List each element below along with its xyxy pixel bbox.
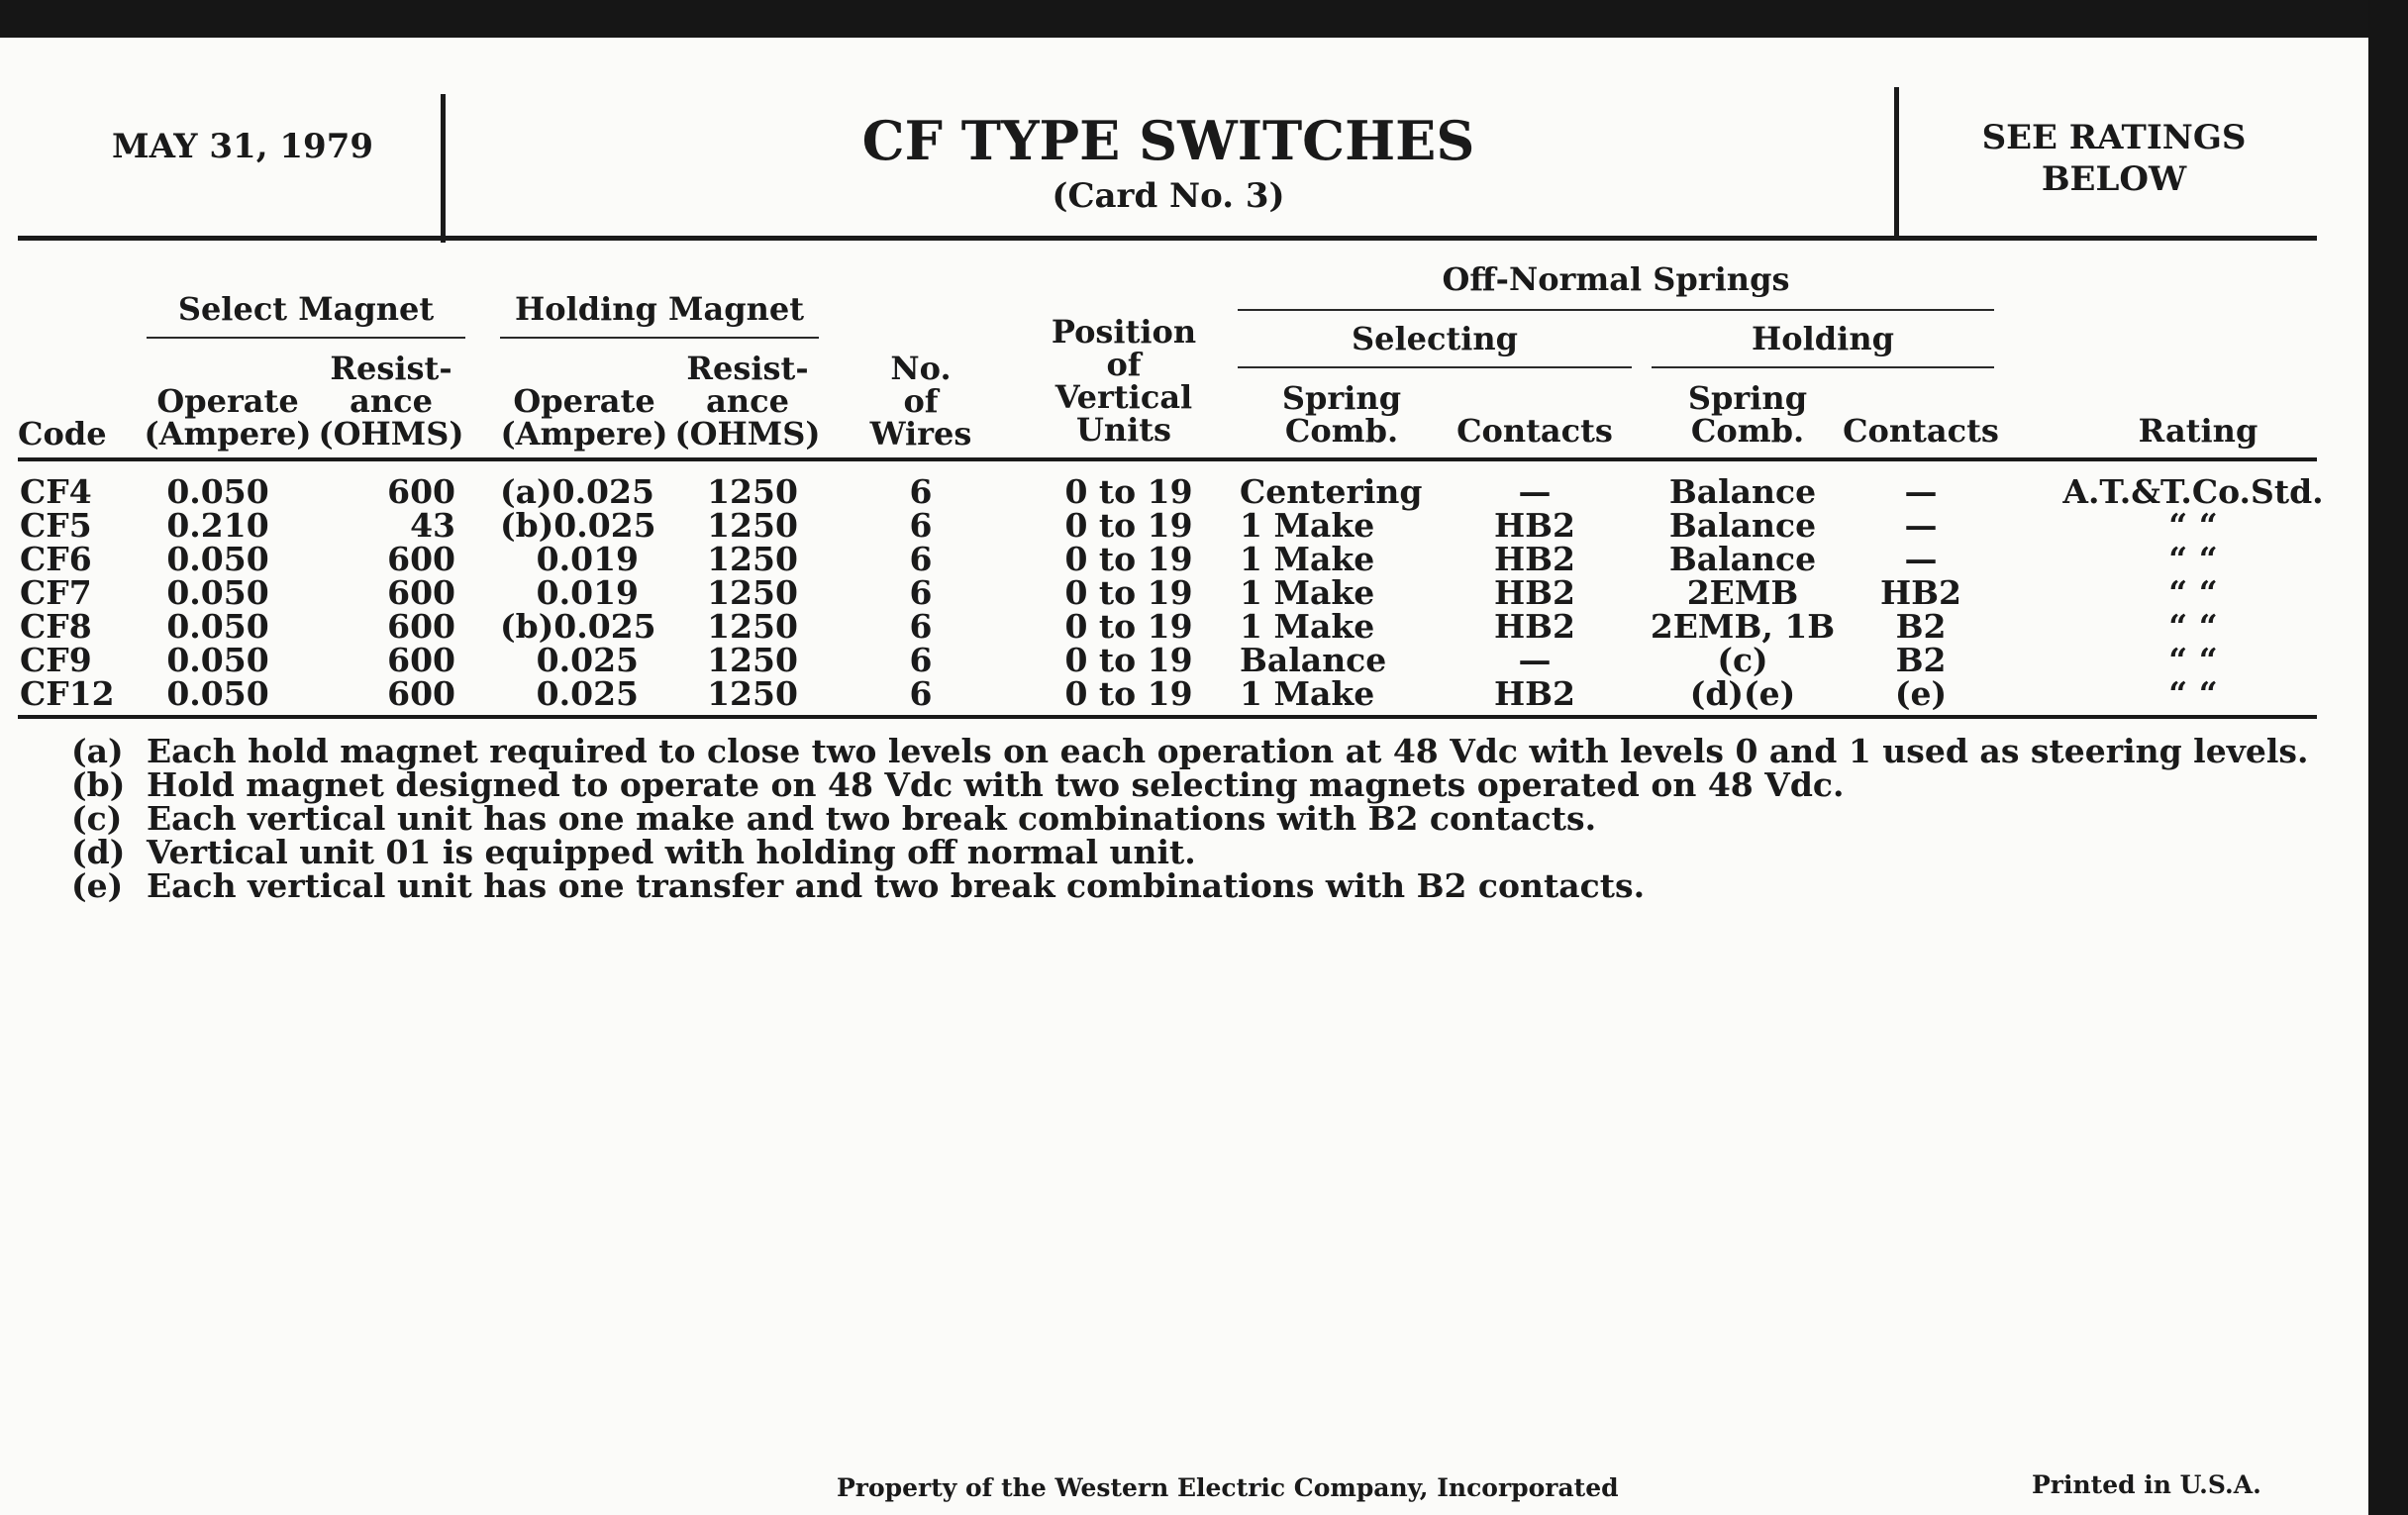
- col-position-l2: of: [1106, 346, 1142, 383]
- holding-header: Holding: [1752, 320, 1894, 357]
- cell-hold-operate: 0.019: [536, 573, 639, 612]
- cell-wires: 6: [909, 506, 933, 545]
- footer-property: Property of the Western Electric Company, Incorporated: [837, 1473, 1619, 1502]
- cell-select-resistance: 600: [387, 540, 455, 578]
- cell-rating: A.T.&T.Co.Std.: [2062, 472, 2324, 511]
- col-rating: Rating: [2138, 412, 2258, 450]
- cell-rating: “ “: [2168, 607, 2218, 646]
- col-hold-operate-l1: Operate: [513, 382, 655, 420]
- cell-code: CF4: [20, 472, 92, 511]
- cell-sel-contacts: —: [1518, 641, 1552, 679]
- cell-hold-spring: (c): [1717, 641, 1768, 679]
- cell-select-resistance: 600: [387, 674, 455, 713]
- header-rule: [18, 236, 2317, 241]
- col-hold-res-l1: Resist-: [686, 350, 809, 387]
- col-position-l3: Vertical: [1054, 378, 1193, 416]
- footnote-text: Each vertical unit has one make and two break combinations with B2 contacts.: [147, 799, 1597, 838]
- header-divider-right: [1894, 87, 1899, 238]
- cell-hold-operate: 0.025: [536, 674, 639, 713]
- cell-position: 0 to 19: [1064, 641, 1193, 679]
- cell-hold-contacts: —: [1904, 472, 1938, 511]
- cell-code: CF6: [20, 540, 92, 578]
- cell-sel-contacts: —: [1518, 472, 1552, 511]
- cell-hold-resistance: 1250: [707, 674, 798, 713]
- header-note-line2: BELOW: [2041, 159, 2187, 199]
- cell-hold-contacts: B2: [1895, 641, 1947, 679]
- table-row: [0, 674, 2368, 713]
- footnote: [71, 765, 1845, 804]
- table-row: [0, 607, 2368, 646]
- col-position: [1030, 313, 1218, 449]
- footnote: [71, 866, 1646, 905]
- footnote-mark: (c): [71, 799, 123, 838]
- cell-hold-spring: Balance: [1668, 540, 1817, 578]
- cell-hold-spring: Balance: [1668, 506, 1817, 545]
- cell-code: CF7: [20, 573, 92, 612]
- cell-sel-spring: 1 Make: [1240, 540, 1375, 578]
- cell-hold-operate: (a)0.025: [500, 472, 654, 511]
- cell-select-resistance: 600: [387, 472, 455, 511]
- footnote: [71, 799, 1597, 838]
- cell-code: CF5: [20, 506, 92, 545]
- footnote-mark: (d): [71, 833, 126, 871]
- cell-hold-contacts: B2: [1895, 607, 1947, 646]
- cell-select-resistance: 43: [410, 506, 455, 545]
- col-sel-spring-l2: Comb.: [1284, 412, 1399, 450]
- cell-hold-operate: (b)0.025: [500, 607, 656, 646]
- scan-border-top: [0, 0, 2368, 38]
- selecting-header: Selecting: [1351, 320, 1519, 357]
- cell-hold-contacts: —: [1904, 506, 1938, 545]
- off-normal-springs-header: Off-Normal Springs: [1442, 260, 1790, 298]
- table-bottom-rule: [18, 715, 2317, 719]
- table-row: [0, 641, 2368, 679]
- cell-select-operate: 0.050: [166, 641, 269, 679]
- cell-position: 0 to 19: [1064, 540, 1193, 578]
- col-wires-l3: Wires: [869, 415, 972, 453]
- cell-code: CF12: [20, 674, 115, 713]
- cell-wires: 6: [909, 472, 933, 511]
- cell-select-operate: 0.050: [166, 607, 269, 646]
- cell-rating: “ “: [2168, 506, 2218, 545]
- col-hold-res-l3: (OHMS): [674, 415, 821, 453]
- select-magnet-rule: [147, 337, 465, 339]
- footnote-mark: (e): [71, 866, 124, 905]
- col-hold-spring-l2: Comb.: [1690, 412, 1805, 450]
- footnote-text: Hold magnet designed to operate on 48 Vdc with two selecting magnets operated on 48 Vdc.: [147, 765, 1845, 804]
- cell-select-operate: 0.050: [166, 674, 269, 713]
- col-wires-l2: of: [903, 382, 939, 420]
- col-wires-l1: No.: [890, 350, 952, 387]
- footnote-mark: (a): [71, 732, 124, 770]
- col-position-l4: Units: [1075, 411, 1172, 449]
- cell-hold-resistance: 1250: [707, 472, 798, 511]
- footer-printed: Printed in U.S.A.: [2032, 1470, 2261, 1499]
- col-sel-spring: [1257, 379, 1426, 450]
- page-subtitle: (Card No. 3): [1052, 176, 1285, 216]
- cell-hold-operate: (b)0.025: [500, 506, 656, 545]
- cell-sel-spring: 1 Make: [1240, 674, 1375, 713]
- cell-position: 0 to 19: [1064, 472, 1193, 511]
- col-code: Code: [18, 415, 107, 453]
- page-title: CF TYPE SWITCHES: [861, 109, 1475, 172]
- cell-position: 0 to 19: [1064, 607, 1193, 646]
- footnote-text: Each hold magnet required to close two levels on each operation at 48 Vdc with levels 0 and 1 used as steering levels.: [147, 732, 2309, 770]
- col-sel-contacts: Contacts: [1456, 412, 1613, 450]
- cell-hold-spring: 2EMB: [1686, 573, 1799, 612]
- table-row: [0, 472, 2368, 511]
- col-select-operate-l1: Operate: [156, 382, 299, 420]
- cell-rating: “ “: [2168, 540, 2218, 578]
- cell-rating: “ “: [2168, 641, 2218, 679]
- footnote-text: Each vertical unit has one transfer and two break combinations with B2 contacts.: [147, 866, 1646, 905]
- col-hold-res-l2: ance: [706, 382, 789, 420]
- cell-hold-operate: 0.025: [536, 641, 639, 679]
- cell-sel-spring: 1 Make: [1240, 506, 1375, 545]
- select-magnet-header: Select Magnet: [177, 290, 435, 328]
- cell-code: CF8: [20, 607, 92, 646]
- cell-hold-resistance: 1250: [707, 607, 798, 646]
- cell-sel-spring: Balance: [1240, 641, 1387, 679]
- table-row: [0, 506, 2368, 545]
- cell-sel-spring: 1 Make: [1240, 573, 1375, 612]
- header-bottom-rule: [18, 457, 2317, 461]
- cell-select-operate: 0.210: [166, 506, 269, 545]
- cell-sel-contacts: HB2: [1493, 540, 1576, 578]
- footnote-text: Vertical unit 01 is equipped with holding off normal unit.: [147, 833, 1196, 871]
- cell-hold-spring: (d)(e): [1689, 674, 1796, 713]
- cell-hold-operate: 0.019: [536, 540, 639, 578]
- col-hold-resistance: [673, 350, 822, 453]
- cell-hold-resistance: 1250: [707, 573, 798, 612]
- cell-hold-contacts: —: [1904, 540, 1938, 578]
- header-date: MAY 31, 1979: [111, 127, 374, 166]
- cell-wires: 6: [909, 674, 933, 713]
- cell-hold-resistance: 1250: [707, 506, 798, 545]
- cell-sel-contacts: HB2: [1493, 674, 1576, 713]
- col-select-res-l1: Resist-: [330, 350, 452, 387]
- cell-sel-contacts: HB2: [1493, 506, 1576, 545]
- col-hold-spring: [1663, 379, 1832, 450]
- cell-select-operate: 0.050: [166, 540, 269, 578]
- col-select-resistance: [317, 350, 465, 453]
- header-note-line1: SEE RATINGS: [1981, 118, 2247, 157]
- cell-sel-contacts: HB2: [1493, 607, 1576, 646]
- off-normal-rule: [1238, 309, 1994, 311]
- col-hold-operate-l2: (Ampere): [500, 415, 668, 453]
- scan-border-right: [2368, 0, 2408, 1515]
- col-select-operate: [139, 382, 317, 453]
- header-note: [1931, 117, 2297, 200]
- cell-rating: “ “: [2168, 674, 2218, 713]
- col-hold-operate: [495, 382, 673, 453]
- col-select-res-l3: (OHMS): [318, 415, 464, 453]
- cell-sel-spring: 1 Make: [1240, 607, 1375, 646]
- table-row: [0, 540, 2368, 578]
- cell-rating: “ “: [2168, 573, 2218, 612]
- cell-position: 0 to 19: [1064, 506, 1193, 545]
- col-hold-contacts: Contacts: [1843, 412, 1999, 450]
- cell-select-operate: 0.050: [166, 573, 269, 612]
- selecting-rule: [1238, 366, 1632, 368]
- footnote: [71, 732, 2309, 770]
- cell-hold-spring: 2EMB, 1B: [1650, 607, 1836, 646]
- cell-select-resistance: 600: [387, 641, 455, 679]
- footnote: [71, 833, 1196, 871]
- cell-hold-contacts: (e): [1894, 674, 1948, 713]
- cell-sel-spring: Centering: [1240, 472, 1423, 511]
- cell-position: 0 to 19: [1064, 674, 1193, 713]
- col-hold-spring-l1: Spring: [1687, 379, 1808, 417]
- cell-hold-contacts: HB2: [1879, 573, 1962, 612]
- holding-rule: [1652, 366, 1994, 368]
- col-wires: [861, 350, 980, 453]
- cell-sel-contacts: HB2: [1493, 573, 1576, 612]
- cell-select-resistance: 600: [387, 607, 455, 646]
- col-select-operate-l2: (Ampere): [144, 415, 312, 453]
- holding-magnet-header: Holding Magnet: [515, 290, 804, 328]
- cell-wires: 6: [909, 607, 933, 646]
- cell-hold-resistance: 1250: [707, 540, 798, 578]
- cell-code: CF9: [20, 641, 92, 679]
- col-position-l1: Position: [1051, 313, 1197, 351]
- cell-hold-resistance: 1250: [707, 641, 798, 679]
- cell-wires: 6: [909, 641, 933, 679]
- holding-magnet-rule: [500, 337, 819, 339]
- cell-select-resistance: 600: [387, 573, 455, 612]
- footnote-mark: (b): [71, 765, 126, 804]
- cell-select-operate: 0.050: [166, 472, 269, 511]
- cell-position: 0 to 19: [1064, 573, 1193, 612]
- cell-wires: 6: [909, 540, 933, 578]
- col-select-res-l2: ance: [350, 382, 433, 420]
- cell-hold-spring: Balance: [1668, 472, 1817, 511]
- table-row: [0, 573, 2368, 612]
- cell-wires: 6: [909, 573, 933, 612]
- col-sel-spring-l1: Spring: [1281, 379, 1402, 417]
